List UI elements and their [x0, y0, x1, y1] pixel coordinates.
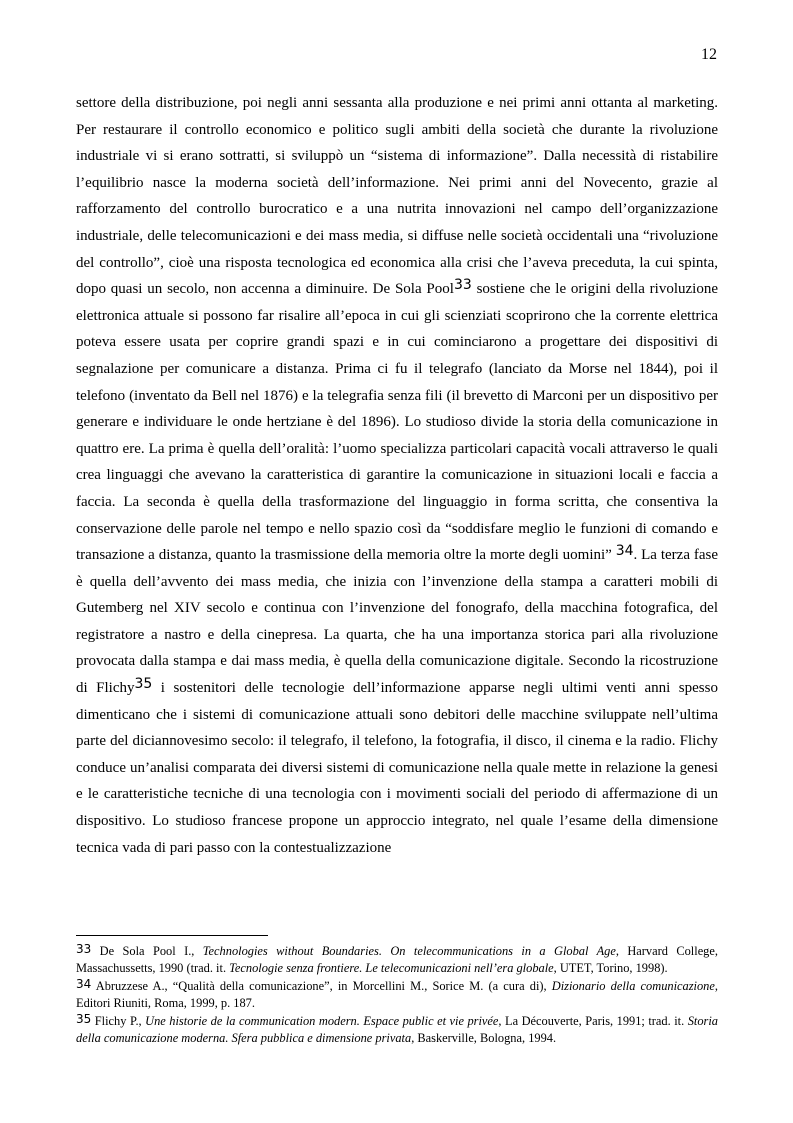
footnote-title: Storia della comunicazione moderna. Sfera pubblica e dimensione privata [76, 1014, 718, 1045]
footnote-title: Tecnologie senza frontiere. Le telecomunicazioni nell’era globale [229, 960, 554, 975]
footnote-33 [76, 941, 718, 976]
body-text-segment: sostiene che le origini della rivoluzione elettronica attuale si possono far risalire all’epoca in cui gli scienziati scoprirono che la corrente elettrica poteva essere usata per coprire grandi spazi e in cui cominciarono a progettare dei dispositivi di segnalazione per comunicare a distanza. Prima ci fu il telegrafo (lanciato da Morse nel 1844), poi il telefono (inventato da Bell nel 1876) e la telegrafia senza fili (il brevetto di Marconi per un dispositivo per generare e individuare le onde hertziane è del 1896). Lo studioso divide la storia della comunicazione in quattro ere. La prima è quella dell’oralità: l’uomo specializza particolari capacità vocali attraverso le quali crea linguaggi che avevano la caratteristica di garantire la comunicazione in situazioni locali e faccia a faccia. La seconda è quella della trasformazione del linguaggio in forma scritta, che consentiva la conservazione delle parole nel tempo e nello spazio così da “soddisfare meglio le funzioni di comando e transazione a distanza, quanto la trasmissione della memoria oltre la morte degli uomini” [76, 281, 718, 564]
footnote-ref-34[interactable]: 34 [615, 543, 634, 560]
footnote-text: , Editori Riuniti, Roma, 1999, p. 187. [76, 979, 718, 1010]
footnote-number: 35 [76, 1012, 92, 1027]
body-text-segment: i sostenitori delle tecnologie dell’informazione apparse negli ultimi venti anni spesso dimenticano che i sistemi di comunicazione attuali sono debitori delle macchine sviluppate nell’ultima parte del diciannovesimo secolo: il telegrafo, il telefono, la fotografia, il disco, il cinema e la radio. Flichy conduce un’analisi comparata dei diversi sistemi di comunicazione nella quale mette in relazione la genesi e le caratteristiche tecniche di una tecnologia con i movimenti sociali del periodo di affermazione di un dispositivo. Lo studioso francese propone un approccio integrato, nel quale l’esame della dimensione tecnica vada di pari passo con la contestualizzazione [76, 680, 718, 856]
footnote-separator [76, 935, 268, 936]
footnote-text: , UTET, Torino, 1998). [553, 960, 668, 975]
footnote-ref-35[interactable]: 35 [134, 676, 153, 693]
footnotes [76, 941, 718, 1047]
footnote-title: Une historie de la communication modern. Espace public et vie privée [145, 1014, 499, 1029]
footnote-title: Dizionario della comunicazione [551, 979, 715, 994]
footnote-35 [76, 1011, 718, 1046]
footnote-text: , La Découverte, Paris, 1991; trad. it. [498, 1014, 688, 1029]
footnote-ref-33[interactable]: 33 [453, 277, 472, 294]
footnote-text: , Harvard College, Massachussetts, 1990 (trad. it. [76, 944, 718, 975]
footnote-text: Abruzzese A., “Qualità della comunicazione”, in Morcellini M., Sorice M. (a cura di), [91, 979, 552, 994]
body-paragraph [76, 90, 718, 861]
body-text-segment: . La terza fase è quella dell’avvento dei mass media, che inizia con l’invenzione della stampa a caratteri mobili di Gutemberg nel XIV secolo e continua con l’invenzione del fonografo, della macchina fotografica, del registratore a nastro e della cinepresa. La quarta, che ha una importanza storica pari alla rivoluzione provocata dalla stampa e dai mass media, è quella della comunicazione digitale. Secondo la ricostruzione di Flichy [76, 547, 718, 697]
footnote-34 [76, 976, 718, 1011]
footnote-number: 33 [76, 942, 92, 956]
page-number: 12 [701, 46, 717, 63]
footnote-text: De Sola Pool I., [91, 944, 203, 958]
footnote-text: , Baskerville, Bologna, 1994. [411, 1030, 557, 1045]
footnote-title: Technologies without Boundaries. On telecommunications in a Global Age [202, 944, 616, 958]
footnote-number: 34 [76, 977, 92, 992]
footnote-text: Flichy P., [91, 1014, 146, 1029]
body-text-segment: settore della distribuzione, poi negli anni sessanta alla produzione e nei primi anni ottanta al marketing. Per restaurare il controllo economico e politico sugli ambiti della società che durante la rivoluzione industriale vi si erano sottratti, si sviluppò un “sistema di informazione”. Dalla necessità di ristabilire l’equilibrio nasce la moderna società dell’informazione. Nei primi anni del Novecento, grazie al rafforzamento del controllo burocratico e a una nutrita innovazioni nel campo dell’organizzazione industriale, delle telecomunicazioni e dei mass media, si diffuse nelle società occidentali una “rivoluzione del controllo”, cioè una risposta tecnologica ed economica alla crisi che l’aveva preceduta, la cui spinta, dopo quasi un secolo, non accenna a diminuire. De Sola Pool [76, 95, 718, 298]
